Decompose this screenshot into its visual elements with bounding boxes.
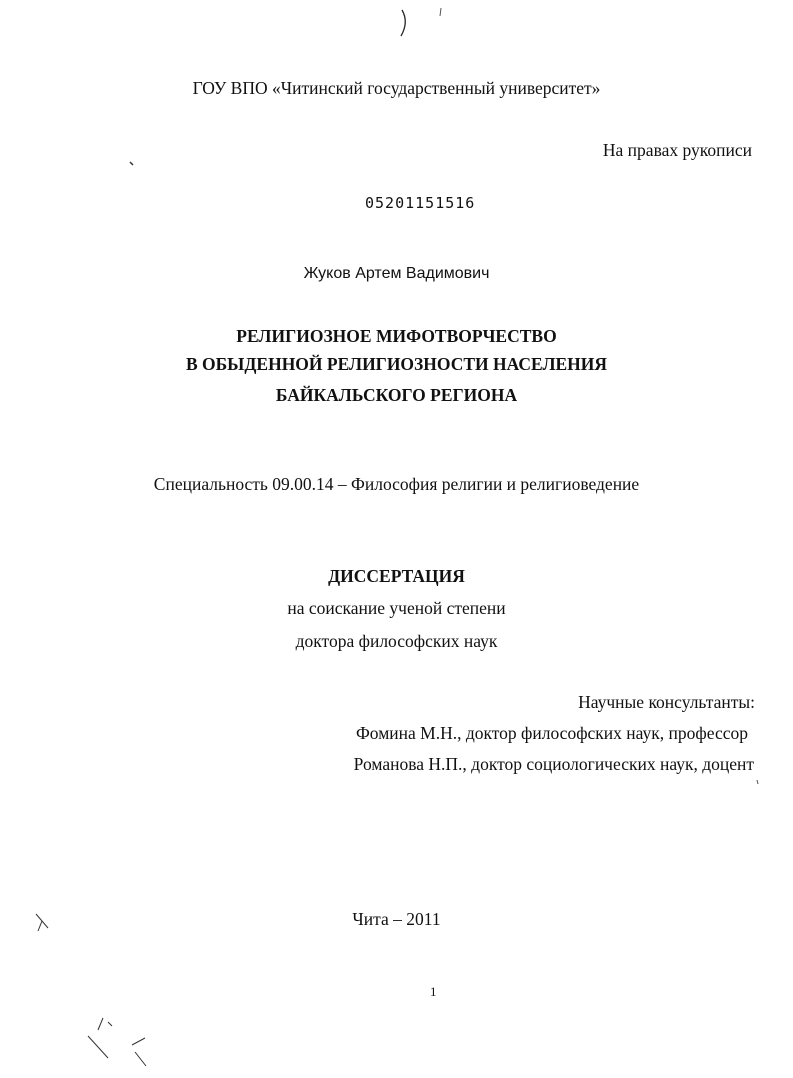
title-line-3: БАЙКАЛЬСКОГО РЕГИОНА — [275, 385, 518, 405]
city-year: Чита – 2011 — [352, 909, 441, 929]
consultants-heading: Научные консультанты: — [578, 692, 755, 712]
scan-speck — [130, 162, 133, 165]
degree-line-2: доктора философских наук — [295, 631, 498, 651]
pen-mark-top — [401, 10, 405, 36]
work-type: ДИССЕРТАЦИЯ — [328, 566, 465, 586]
pen-mark-bottom — [88, 1018, 146, 1066]
title-line-1: РЕЛИГИОЗНОЕ МИФОТВОРЧЕСТВО — [236, 326, 557, 346]
author-name: Жуков Артем Вадимович — [303, 265, 490, 282]
pen-mark-top-right — [440, 8, 441, 16]
rights-note: На правах рукописи — [602, 140, 752, 160]
title-line-2: В ОБЫДЕННОЙ РЕЛИГИОЗНОСТИ НАСЕЛЕНИЯ — [185, 354, 608, 374]
catalog-number: 05201151516 — [365, 194, 476, 212]
consultant-1: Фомина М.Н., доктор философских наук, профессор — [355, 723, 748, 743]
institution-name: ГОУ ВПО «Читинский государственный университет» — [192, 78, 601, 98]
scan-speck-right — [757, 780, 758, 784]
consultant-2: Романова Н.П., доктор социологических наук, доцент — [353, 754, 754, 774]
degree-line-1: на соискание ученой степени — [287, 598, 506, 618]
specialty: Специальность 09.00.14 – Философия религии и религиоведение — [153, 474, 640, 494]
page-number: 1 — [430, 984, 437, 999]
